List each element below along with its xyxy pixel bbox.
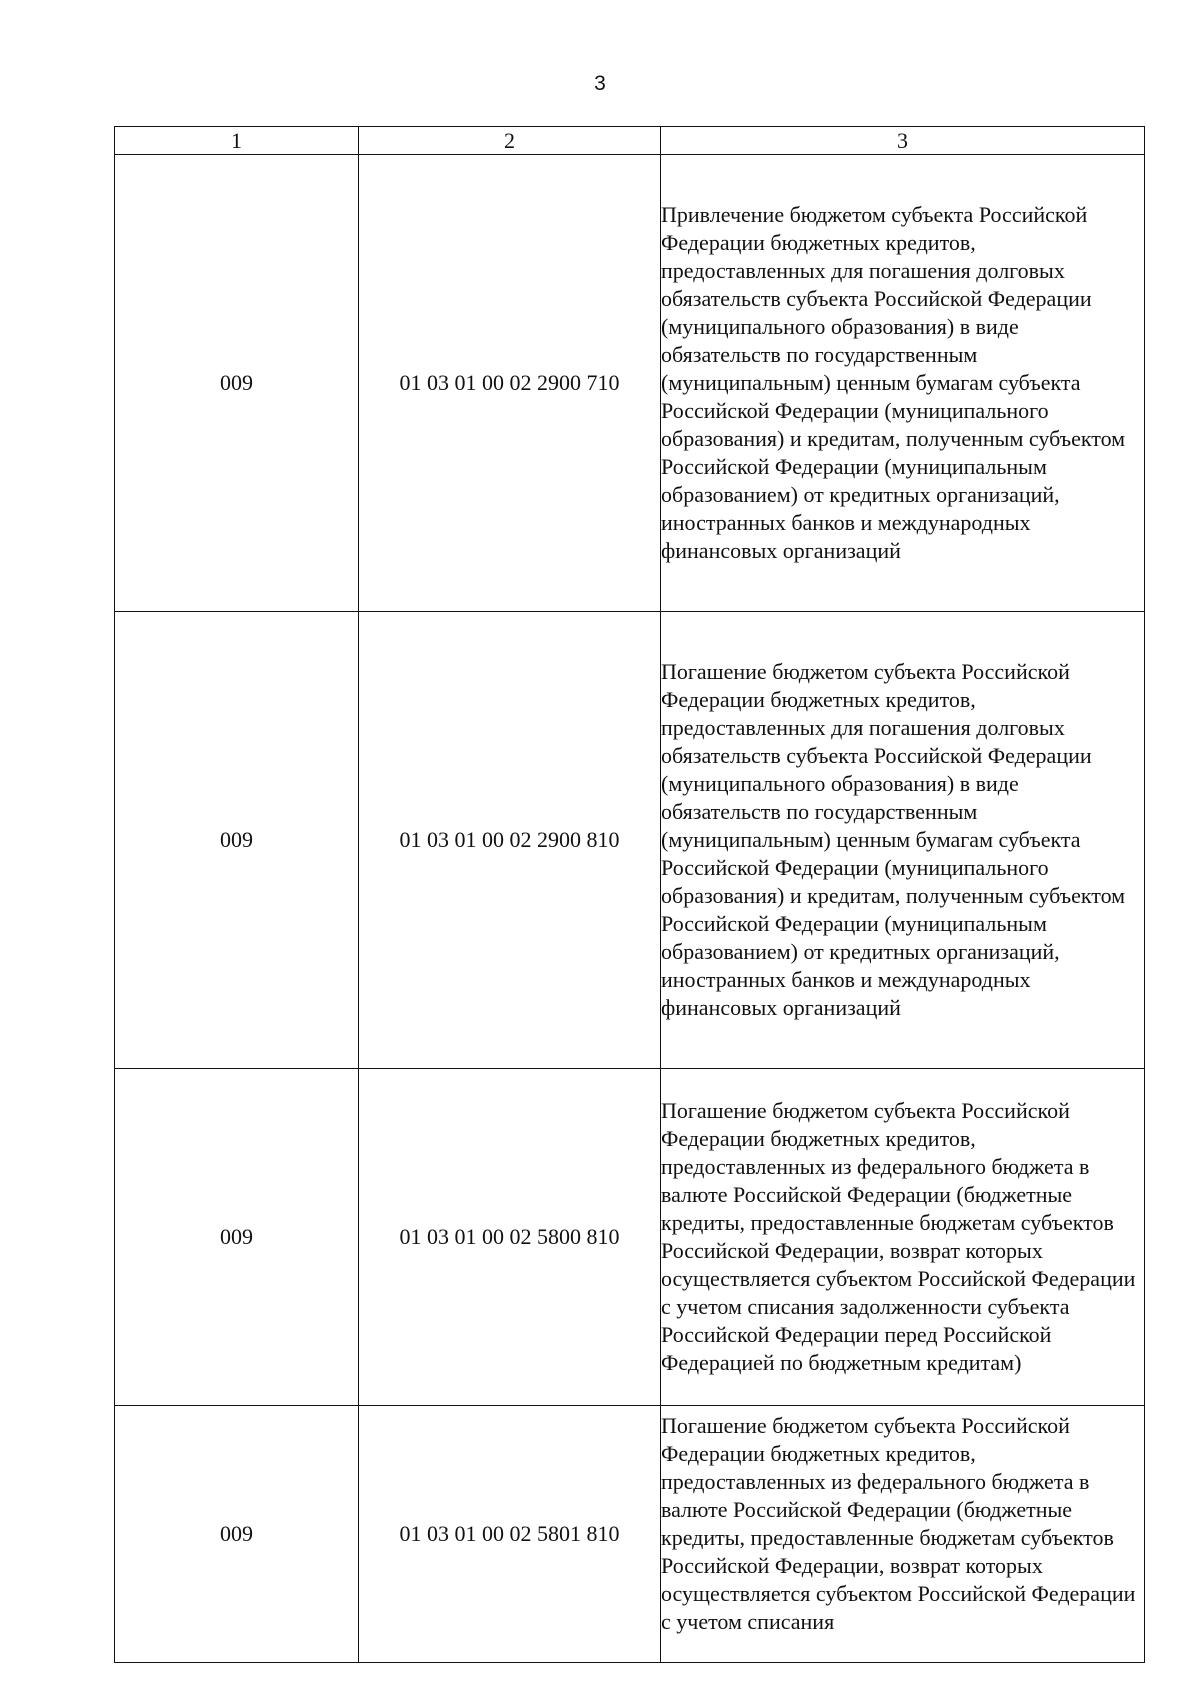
column-header-2: 2 bbox=[359, 127, 661, 155]
admin-code-cell: 009 bbox=[115, 612, 359, 1069]
table-row bbox=[115, 155, 1145, 612]
table-header-row bbox=[115, 127, 1145, 155]
description-cell: Привлечение бюджетом субъекта Российской Федерации бюджетных кредитов, предоставленных для погашения долговых обязательств субъекта Российской Федерации (муниципального образования) в виде обязательств по государственным (муниципальным) ценным бумагам субъекта Российской Федерации (муниципального образования) и кредитам, полученным субъектом Российской Федерации (муниципальным образованием) от кредитных организаций, иностранных банков и международных финансовых организаций bbox=[661, 155, 1145, 612]
budget-code-cell: 01 03 01 00 02 2900 810 bbox=[359, 612, 661, 1069]
column-header-3: 3 bbox=[661, 127, 1145, 155]
table-row bbox=[115, 1069, 1145, 1406]
admin-code-cell: 009 bbox=[115, 1406, 359, 1663]
budget-code-cell: 01 03 01 00 02 2900 710 bbox=[359, 155, 661, 612]
description-cell: Погашение бюджетом субъекта Российской Федерации бюджетных кредитов, предоставленных из федерального бюджета в валюте Российской Федерации (бюджетные кредиты, предоставленные бюджетам субъектов Российской Федерации, возврат которых осуществляется субъектом Российской Федерации с учетом списания bbox=[661, 1406, 1145, 1663]
budget-code-cell: 01 03 01 00 02 5801 810 bbox=[359, 1406, 661, 1663]
page-number: 3 bbox=[594, 72, 606, 95]
budget-code-cell: 01 03 01 00 02 5800 810 bbox=[359, 1069, 661, 1406]
description-cell: Погашение бюджетом субъекта Российской Федерации бюджетных кредитов, предоставленных для погашения долговых обязательств субъекта Российской Федерации (муниципального образования) в виде обязательств по государственным (муниципальным) ценным бумагам субъекта Российской Федерации (муниципального образования) и кредитам, полученным субъектом Российской Федерации (муниципальным образованием) от кредитных организаций, иностранных банков и международных финансовых организаций bbox=[661, 612, 1145, 1069]
budget-codes-table bbox=[114, 126, 1145, 1663]
admin-code-cell: 009 bbox=[115, 155, 359, 612]
description-cell: Погашение бюджетом субъекта Российской Федерации бюджетных кредитов, предоставленных из федерального бюджета в валюте Российской Федерации (бюджетные кредиты, предоставленные бюджетам субъектов Российской Федерации, возврат которых осуществляется субъектом Российской Федерации с учетом списания задолженности субъекта Российской Федерации перед Российской Федерацией по бюджетным кредитам) bbox=[661, 1069, 1145, 1406]
admin-code-cell: 009 bbox=[115, 1069, 359, 1406]
table-row bbox=[115, 612, 1145, 1069]
column-header-1: 1 bbox=[115, 127, 359, 155]
table-row bbox=[115, 1406, 1145, 1663]
